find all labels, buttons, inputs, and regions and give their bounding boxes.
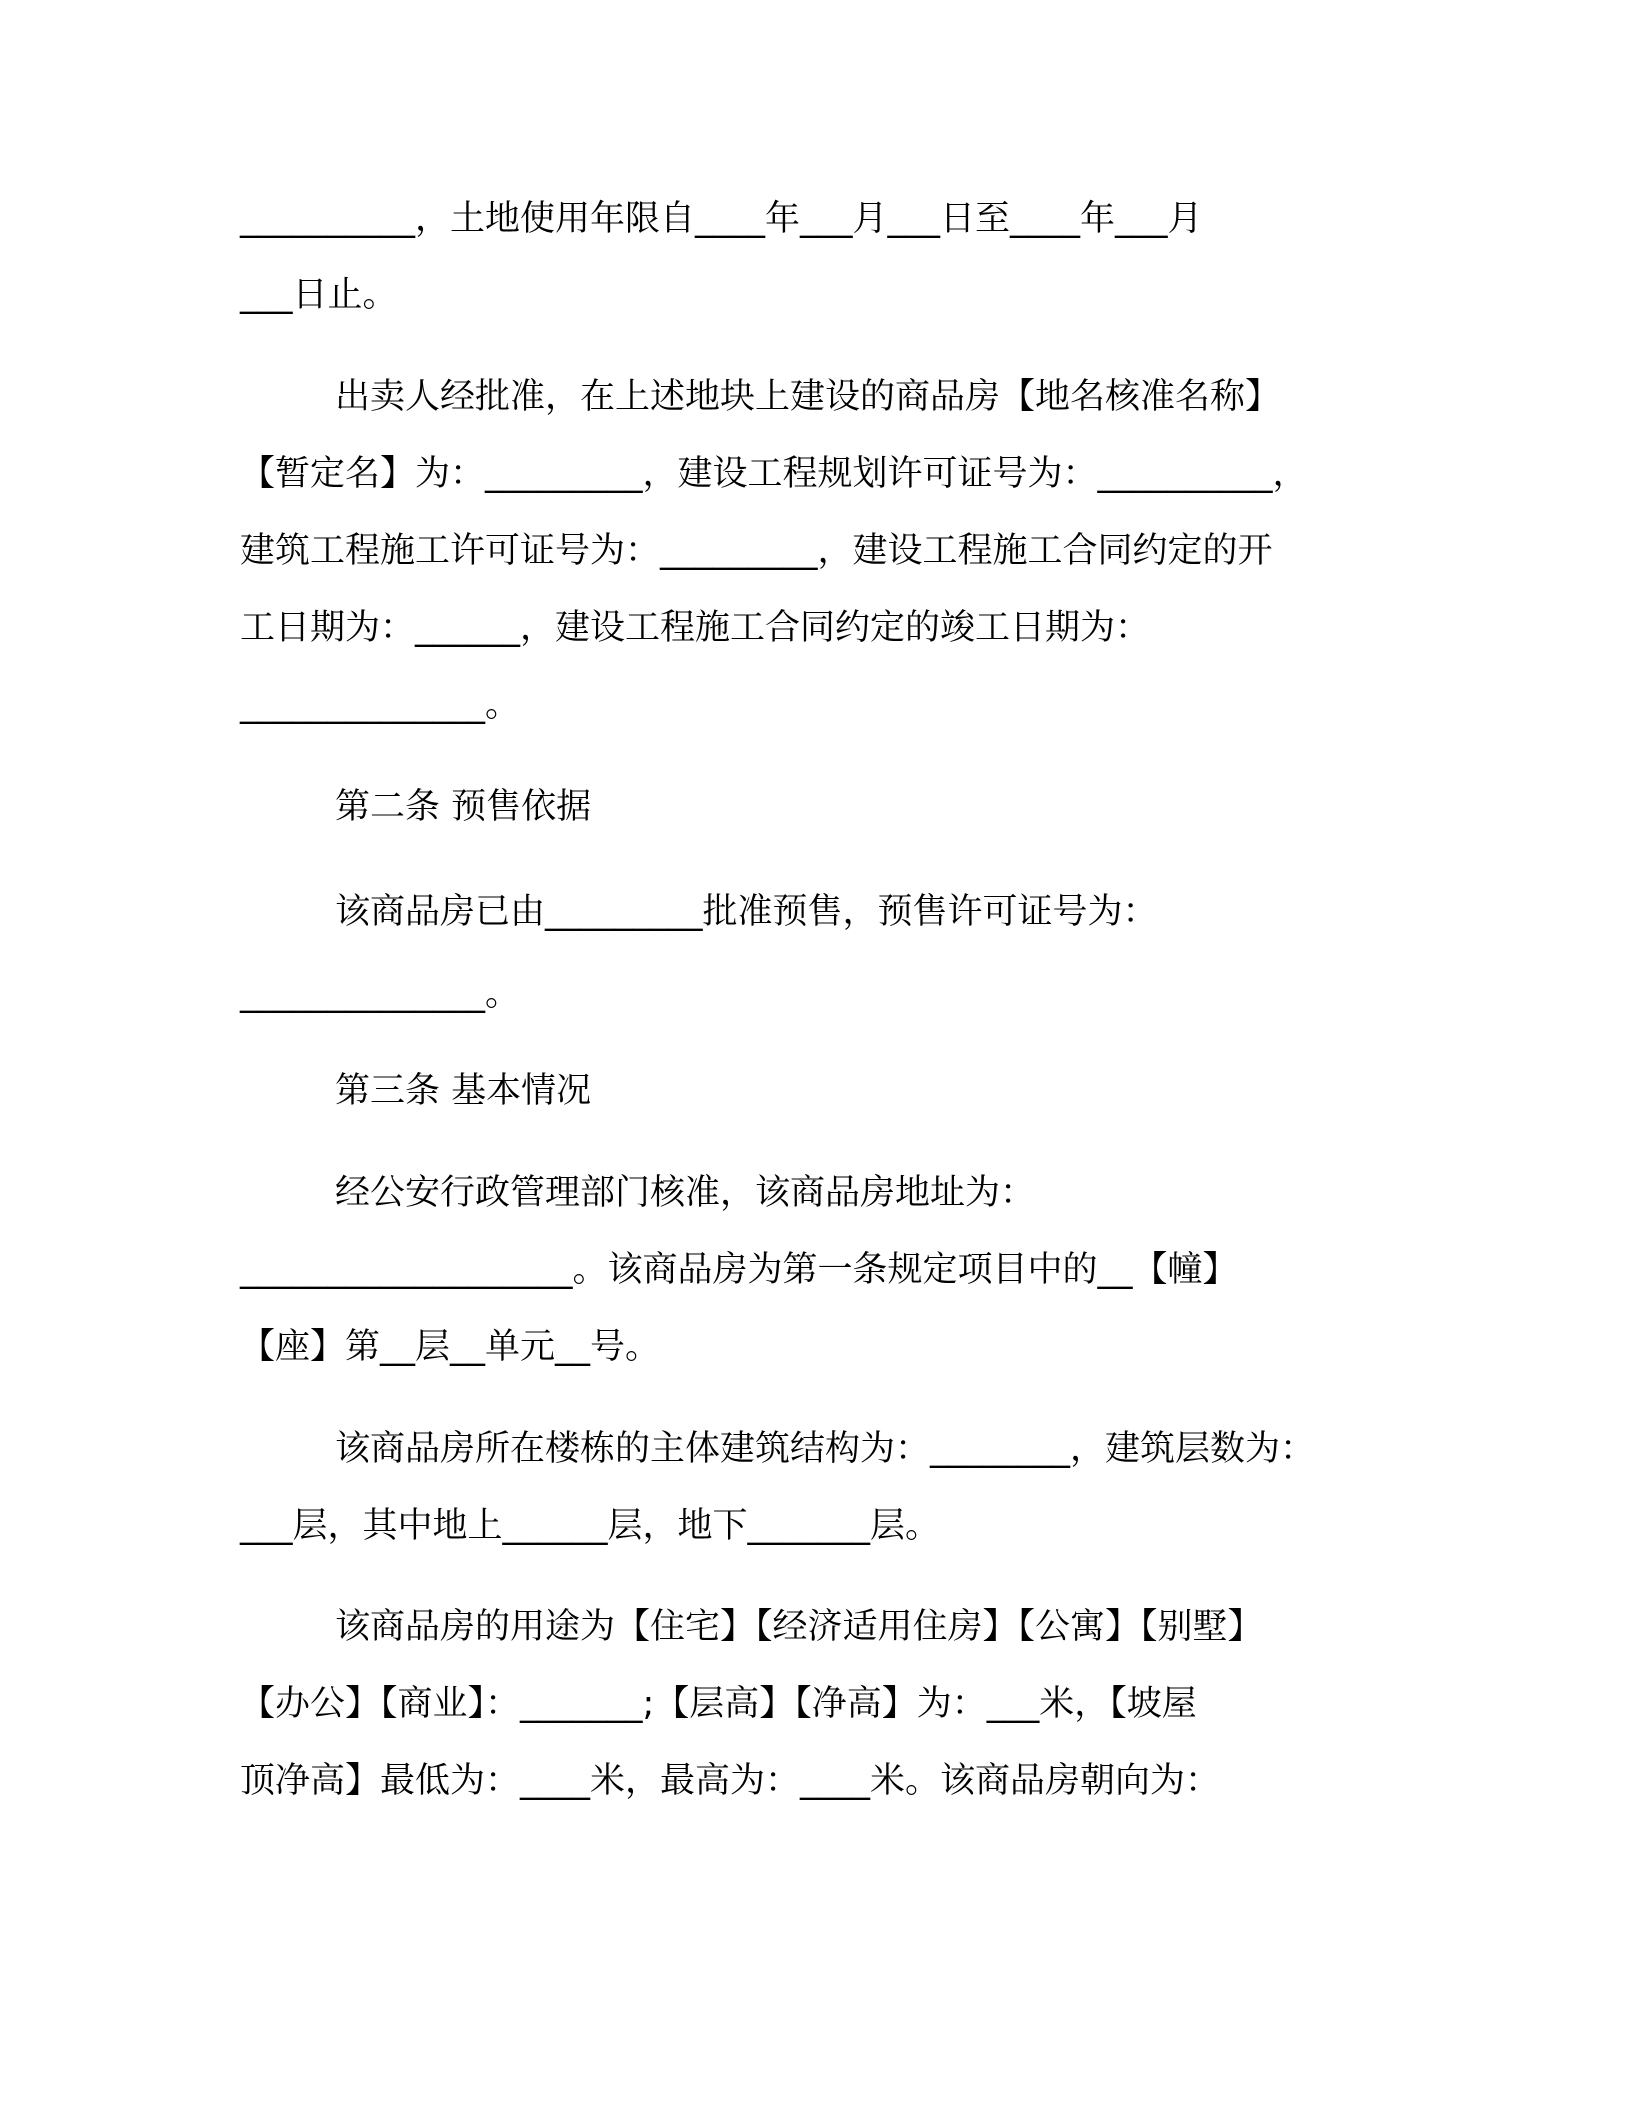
text-line-presale-permit-number: ______________。 <box>240 974 521 1014</box>
text-line-start-date: 工日期为：______，建设工程施工合同约定的竣工日期为： <box>240 608 1151 648</box>
section-heading-presale-basis: 第二条 预售依据 <box>335 787 592 827</box>
text-line-construction-permit: 建筑工程施工许可证号为：_________，建设工程施工合同约定的开 <box>240 531 1273 571</box>
text-line-address: ___________________。该商品房为第一条规定项目中的__【幢】 <box>240 1250 1238 1290</box>
text-line-floor-counts: ___层，其中地上______层，地下_______层。 <box>240 1506 941 1546</box>
section-heading-basic-info: 第三条 基本情况 <box>335 1071 592 1111</box>
text-line-usage-height: 【办公】【商业】：_______;【层高】【净高】为：___米，【坡屋 <box>240 1684 1197 1724</box>
text-line-presale-approval: 该商品房已由_________批准预售，预售许可证号为： <box>335 892 1158 932</box>
text-line-unit-number: 【座】第__层__单元__号。 <box>240 1327 661 1367</box>
text-line-land-term-end: ___日止。 <box>240 275 398 315</box>
text-line-roof-height-orientation: 顶净高】最低为：____米，最高为：____米。该商品房朝向为： <box>240 1761 1221 1801</box>
text-line-completion-date: ______________。 <box>240 685 521 725</box>
text-line-land-term: __________，土地使用年限自____年___月___日至____年___月 <box>240 199 1203 239</box>
text-line-building-structure: 该商品房所在楼栋的主体建筑结构为：________，建筑层数为： <box>335 1429 1316 1469</box>
text-line-temp-name: 【暂定名】为：_________，建设工程规划许可证号为：__________， <box>240 454 1308 494</box>
text-line-usage: 该商品房的用途为【住宅】【经济适用住房】【公寓】【别墅】 <box>335 1607 1263 1647</box>
text-line-seller-approval: 出卖人经批准，在上述地块上建设的商品房【地名核准名称】 <box>335 377 1281 417</box>
text-line-address-approval: 经公安行政管理部门核准，该商品房地址为： <box>335 1173 1036 1213</box>
